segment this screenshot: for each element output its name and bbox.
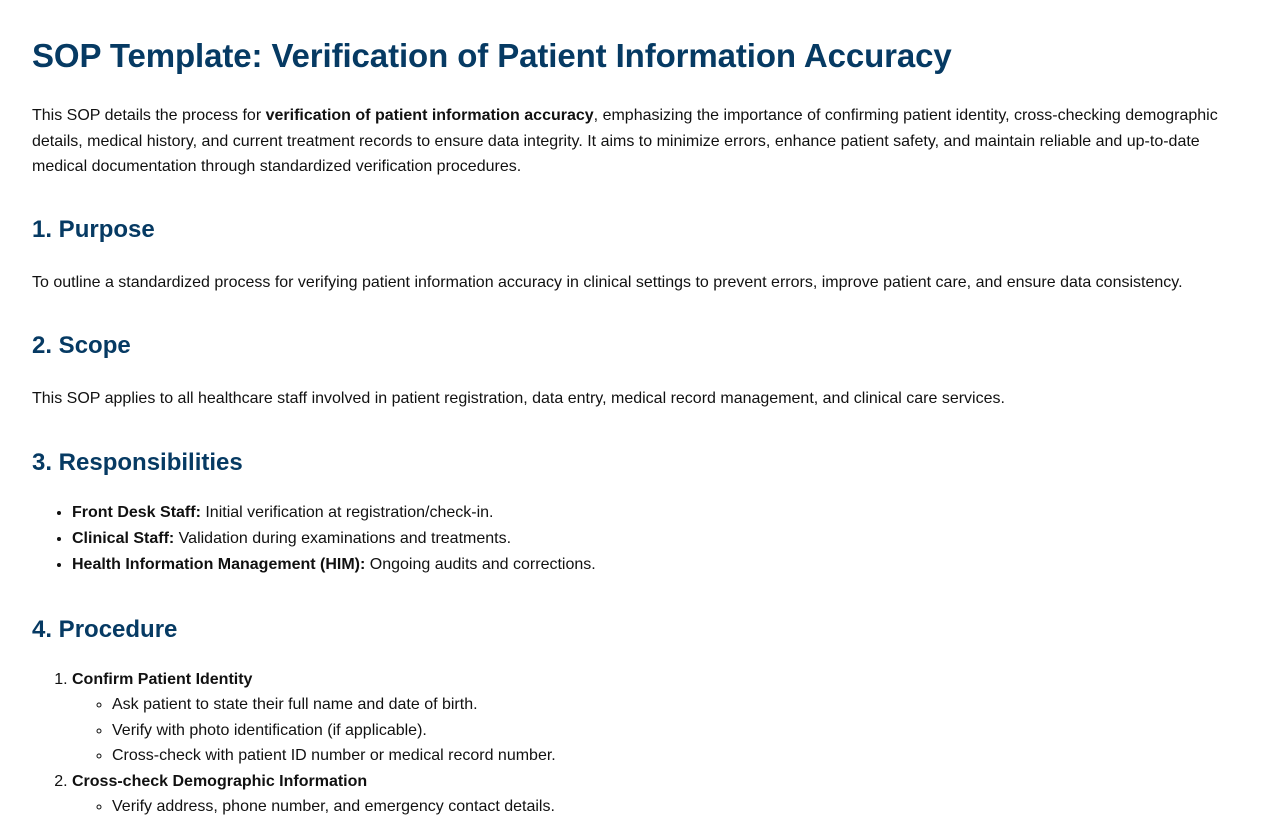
list-item [72,552,1231,578]
procedure-steps [32,667,1231,820]
role-label: Clinical Staff: [72,529,175,547]
step-title: Confirm Patient Identity [72,670,253,688]
role-label: Health Information Management (HIM): [72,555,366,573]
intro-paragraph [32,103,1231,180]
substep-item: ◦ Cross-check with patient ID number or medical record number. [112,743,1231,769]
responsibilities-heading: 3. Responsibilities [32,448,243,476]
substep-item: ◦ Verify address, phone number, and emergency contact details. [112,794,1231,820]
substep-list [72,692,1231,769]
document-title: SOP Template: Verification of Patient Information Accuracy [32,37,952,74]
role-description: Ongoing audits and corrections. [365,555,596,573]
role-description: Initial verification at registration/check-in. [200,503,494,521]
responsibilities-list [32,500,1231,578]
purpose-text: To outline a standardized process for verifying patient information accuracy in clinical settings to prevent errors, improve patient care, and ensure data consistency. [32,273,1183,291]
intro-text-end: , emphasizing the importance of confirming patient identity, cross-checking demographic details, medical history, and current treatment records to ensure data integrity. It aims to minimize errors, enhance patient safety, and maintain reliable and up-to-date medical documentation through standardized verification procedures. [32,107,1218,175]
list-item [72,526,1231,552]
substep-item: ◦ Ask patient to state their full name and date of birth. [112,692,1231,718]
intro-text-start: This SOP details the process for [32,107,266,124]
list-item [72,500,1231,526]
procedure-step [72,667,1231,769]
scope-heading: 2. Scope [32,332,131,359]
procedure-heading: 4. Procedure [32,615,178,643]
scope-text: This SOP applies to all healthcare staff involved in patient registration, data entry, medical record management, and clinical care services. [32,390,1005,407]
substep-item: ◦ Verify with photo identification (if applicable). [112,718,1231,744]
substep-list [72,794,1231,820]
step-title: Cross-check Demographic Information [72,772,368,790]
purpose-heading: 1. Purpose [32,215,155,243]
intro-emphasis: verification of patient information accuracy [265,107,594,124]
role-label: Front Desk Staff: [72,503,201,521]
role-description: Validation during examinations and treatments. [174,529,512,547]
procedure-step [72,769,1231,820]
